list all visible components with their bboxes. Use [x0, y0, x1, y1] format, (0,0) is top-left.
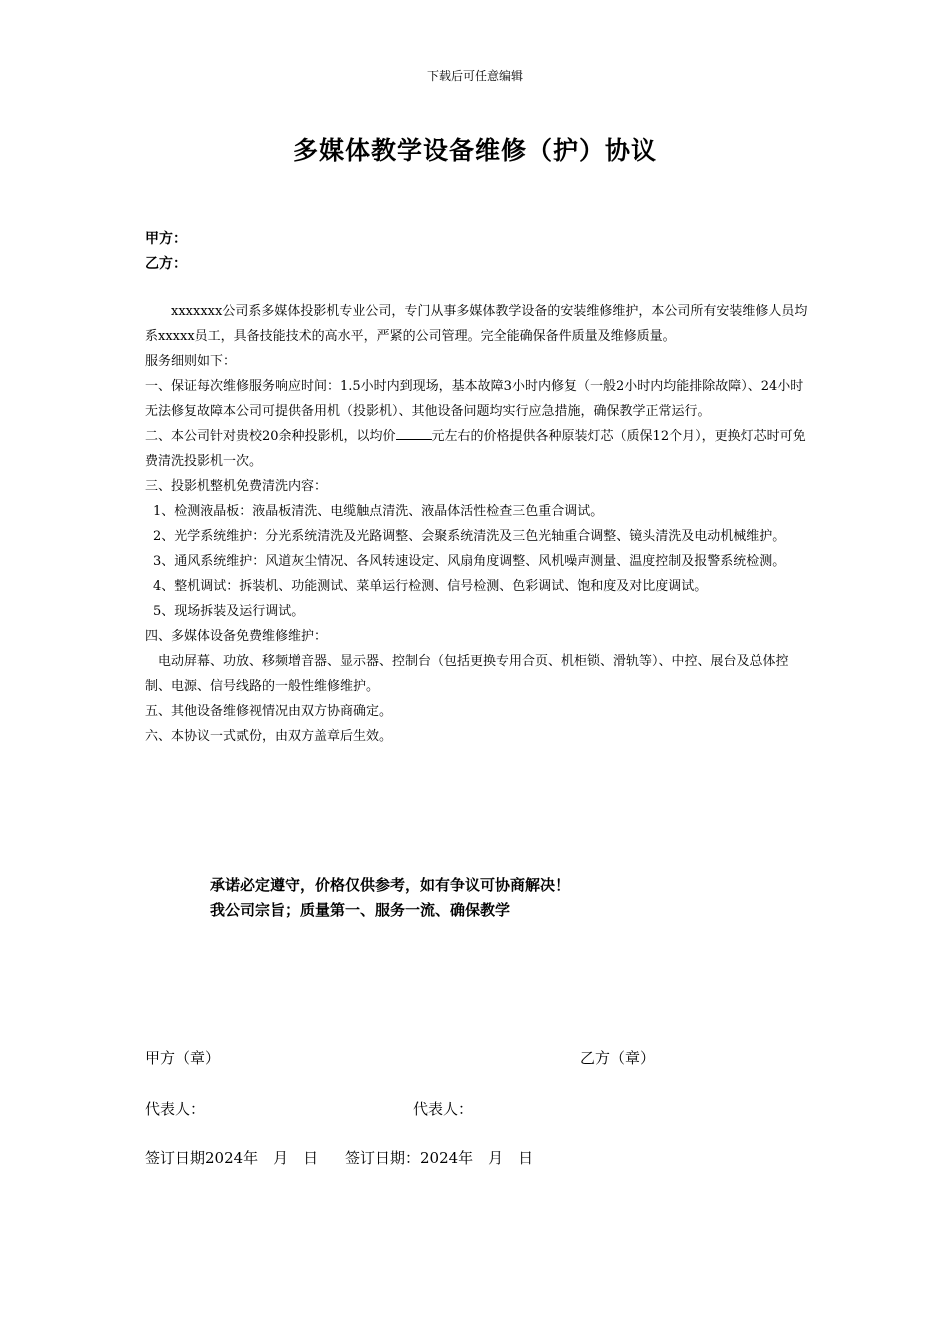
- party-a-seal: 甲方（章）: [145, 1049, 221, 1067]
- clause-3-sub-5: 5、现场拆装及运行调试。: [153, 604, 305, 619]
- header-note: 下载后可任意编辑: [426, 69, 523, 83]
- party-a-representative: 代表人：: [145, 1100, 206, 1118]
- price-blank: [396, 425, 432, 440]
- intro-paragraph: xxxxxxx公司系多媒体投影机专业公司，专门从事多媒体教学设备的安装维修维护，本公司所有安装维修人员均系xxxxx员工，具备技能技术的高水平，严紧的公司管理。完全能确保备件质量及维修质量。: [145, 304, 808, 344]
- clause-5: 五、其他设备维修视情况由双方协商确定。: [145, 704, 393, 719]
- clause-3-sub-2: 2、光学系统维护：分光系统清洗及光路调整、会聚系统清洗及三色光轴重合调整、镜头清洗及电动机械维护。: [153, 529, 786, 544]
- clause-2: [145, 424, 810, 474]
- party-b-label: 乙方：: [145, 256, 187, 272]
- promise-line-1: 承诺必定遵守，价格仅供参考，如有争议可协商解决！: [210, 876, 571, 894]
- clause-3-sub-3: 3、通风系统维护：风道灰尘情况、各风转速设定、风扇角度调整、风机噪声测量、温度控制及报警系统检测。: [153, 554, 786, 569]
- clause-3-sub-4: 4、整机调试：拆装机、功能测试、菜单运行检测、信号检测、色彩调试、饱和度及对比度调试。: [153, 579, 708, 594]
- service-heading: 服务细则如下：: [145, 354, 237, 369]
- clause-1: 一、保证每次维修服务响应时间：1.5小时内到现场，基本故障3小时内修复（一般2小时内均能排除故障）、24小时无法修复故障本公司可提供备用机（投影机）、其他设备问题均实行应急措施，确保教学正常运行。: [145, 379, 804, 419]
- clause-4-detail: 电动屏幕、功放、移频增音器、显示器、控制台（包括更换专用合页、机柜锁、滑轨等）、中控、展台及总体控制、电源、信号线路的一般性维修维护。: [145, 654, 789, 694]
- clause-2-suffix: 元左右的价格提供各种原装灯芯（质保12个月），更换灯芯时可免费清洗投影机一次。: [145, 429, 806, 469]
- clause-2-prefix: 二、本公司针对贵校20余种投影机，以均价: [145, 429, 396, 444]
- clause-6: 六、本协议一式贰份，由双方盖章后生效。: [145, 729, 393, 744]
- agreement-body: [145, 299, 810, 749]
- page-title: 多媒体教学设备维修（护）协议: [292, 136, 657, 165]
- clause-3-sub-1: 1、检测液晶板：液晶板清洗、电缆触点清洗、液晶体活性检查三色重合调试。: [153, 504, 604, 519]
- party-b-seal: 乙方（章）: [580, 1049, 656, 1067]
- clause-3: 三、投影机整机免费清洗内容：: [145, 479, 328, 494]
- promise-line-2: 我公司宗旨；质量第一、服务一流、确保教学: [210, 901, 511, 919]
- party-b-sign-date: 签订日期：2024年 月 日: [345, 1149, 534, 1167]
- party-a-sign-date: 签订日期2024年 月 日: [145, 1149, 319, 1167]
- party-b-representative: 代表人：: [413, 1100, 474, 1118]
- clause-4: 四、多媒体设备免费维修维护：: [145, 629, 328, 644]
- party-a-label: 甲方：: [145, 231, 187, 247]
